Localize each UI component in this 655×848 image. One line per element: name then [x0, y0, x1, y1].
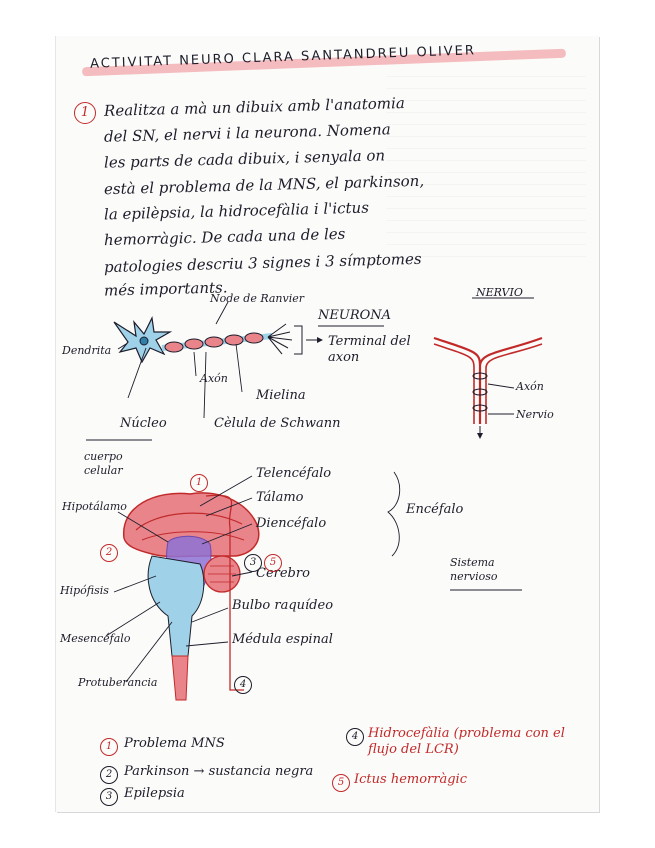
label-bulbo: Bulbo raquídeo [232, 598, 334, 613]
question-line: del SN, el nervi i la neurona. Nomena [103, 120, 391, 146]
marker-2: 2 [100, 544, 118, 562]
question-line: hemorràgic. De cada una de les [103, 224, 346, 250]
neuron-title: NEURONA [318, 308, 392, 323]
question-line: està el problema de la MNS, el parkinson, [103, 171, 425, 199]
marker-4: 4 [234, 676, 252, 694]
question-line: més importants. [103, 278, 228, 300]
marker-1: 1 [190, 474, 208, 492]
label-protuberancia: Protuberancia [78, 676, 158, 689]
label-sistema-nervioso: Sistema nervioso [450, 556, 498, 583]
label-nerve-axon: Axón [516, 380, 544, 393]
question-line: la epilèpsia, la hidrocefàlia i l'ictus [103, 198, 370, 224]
question-line: les parts de cada dibuix, i senyala on [103, 146, 386, 172]
label-encefalo: Encéfalo [406, 502, 464, 517]
legend-item-3: Epilepsia [124, 786, 185, 801]
label-cuerpo-celular: cuerpo celular [84, 450, 123, 477]
label-cerebro: Cerebro [256, 566, 310, 581]
label-talamo: Tálamo [256, 490, 304, 505]
label-schwann: Cèlula de Schwann [214, 416, 341, 431]
label-dendrita: Dendrita [62, 344, 112, 357]
label-hipofisis: Hipófisis [60, 584, 109, 597]
label-mielina: Mielina [256, 388, 306, 403]
legend-num-2: 2 [100, 766, 118, 784]
label-nod-ranvier: Node de Ranvier [210, 292, 305, 305]
page-title: ACTIVITAT NEURO CLARA SANTANDREU OLIVER [89, 43, 477, 72]
label-terminal: Terminal del axon [328, 334, 411, 365]
nerve-title: NERVIO [476, 286, 523, 299]
marker-3: 3 [244, 554, 262, 572]
label-nucleo: Núcleo [120, 416, 167, 431]
label-medula: Médula espinal [232, 632, 333, 647]
legend-item-5: Ictus hemorràgic [354, 772, 467, 787]
question-line: Realitza a mà un dibuix amb l'anatomia [103, 94, 405, 120]
legend-item-4: Hidrocefàlia (problema con el flujo del LCR) [368, 726, 565, 757]
legend-item-2: Parkinson → sustancia negra [124, 764, 314, 779]
label-mesencefalo: Mesencéfalo [60, 632, 131, 645]
label-axon: Axón [200, 372, 228, 385]
legend-num-3: 3 [100, 788, 118, 806]
document-page [56, 36, 599, 812]
legend-num-5: 5 [332, 774, 350, 792]
legend-num-1: 1 [100, 738, 118, 756]
legend-item-1: Problema MNS [124, 736, 225, 751]
label-diencefalo: Diencéfalo [256, 516, 327, 531]
legend-num-4: 4 [346, 728, 364, 746]
label-nervio: Nervio [516, 408, 554, 421]
label-telencefalo: Telencéfalo [256, 466, 332, 481]
marker-5: 5 [264, 554, 282, 572]
label-hipotalamo: Hipotálamo [62, 500, 127, 513]
question-number: 1 [74, 102, 96, 124]
question-line: patologies descriu 3 signes i 3 símptomes [103, 249, 422, 277]
